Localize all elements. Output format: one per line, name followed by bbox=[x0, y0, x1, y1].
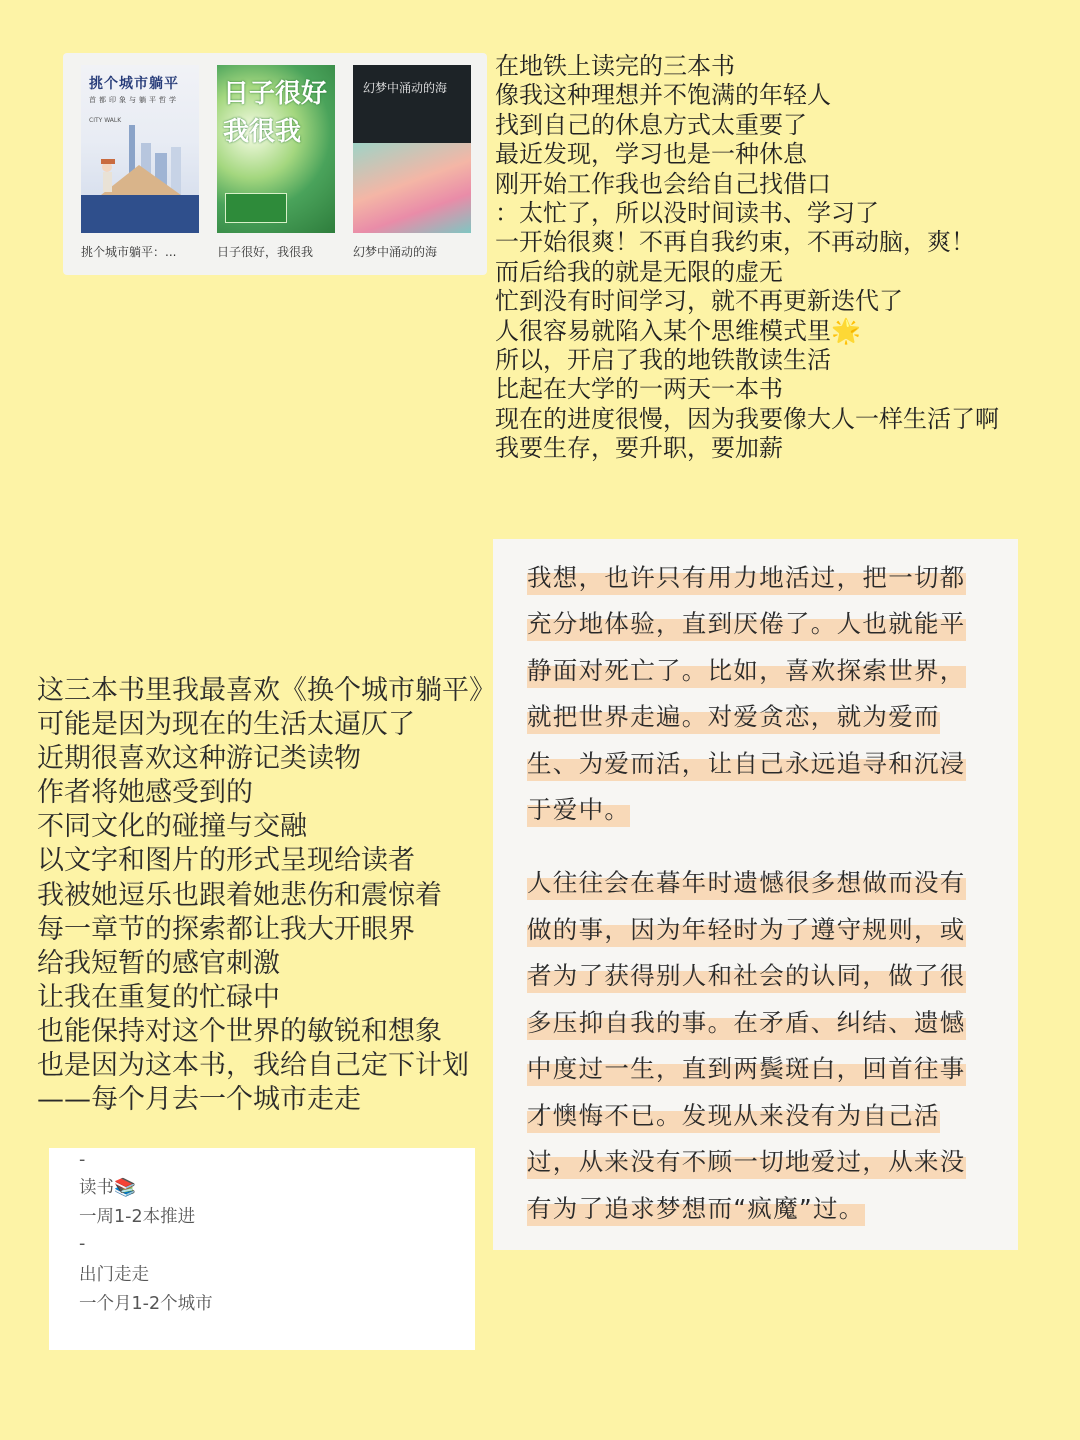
plan-reading-goal: 一周1-2本推进 bbox=[79, 1207, 196, 1227]
intro-line: ：太忙了，所以没时间读书、学习了 bbox=[495, 198, 879, 227]
intro-line: 比起在大学的一两天一本书 bbox=[495, 375, 783, 404]
intro-line: 一开始很爽！不再自我约束，不再动脑，爽！ bbox=[495, 228, 975, 257]
reflection-line: 我被她逗乐也跟着她悲伤和震惊着 bbox=[37, 879, 442, 911]
intro-line: 人很容易就陷入某个思维模式里🌟 bbox=[495, 316, 861, 345]
intro-line: 而后给我的就是无限的虚无 bbox=[495, 257, 783, 286]
book-2-caption: 日子很好，我很我 bbox=[217, 245, 314, 259]
reflection-line: 近期很喜欢这种游记类读物 bbox=[37, 743, 361, 775]
reflection-line: 作者将她感受到的 bbox=[37, 777, 253, 809]
reflection-line: 给我短暂的感官刺激 bbox=[37, 947, 280, 979]
quote-line: 生、为爱而活，让自己永远追寻和沉浸 bbox=[527, 747, 966, 781]
quote-line: 人往往会在暮年时遗憾很多想做而没有 bbox=[527, 866, 966, 900]
city-skyline-illustration bbox=[81, 125, 199, 205]
highlighted-quote-panel bbox=[493, 539, 1018, 1250]
reflection-line: 不同文化的碰撞与交融 bbox=[37, 811, 307, 843]
book-cover-1[interactable] bbox=[81, 65, 199, 233]
reflection-line: 也是因为这本书，我给自己定下计划 bbox=[37, 1050, 469, 1082]
plan-reading-heading: 读书📚 bbox=[79, 1178, 136, 1198]
plan-divider: - bbox=[79, 1150, 86, 1170]
book-3-caption: 幻梦中涌动的海 bbox=[353, 245, 438, 259]
reflection-line: 这三本书里我最喜欢《换个城市躺平》 bbox=[37, 675, 496, 706]
intro-line: 最近发现，学习也是一种休息 bbox=[495, 140, 807, 169]
intro-line: 找到自己的休息方式太重要了 bbox=[495, 110, 807, 139]
reflection-line: 每一章节的探索都让我大开眼界 bbox=[37, 913, 415, 945]
plan-travel-heading: 出门走走 bbox=[79, 1265, 149, 1285]
reflection-line: 可能是因为现在的生活太逼仄了 bbox=[37, 709, 415, 741]
book-3-cover-title: 幻梦中涌动的海 bbox=[363, 81, 448, 95]
reflection-line: ——每个月去一个城市走走 bbox=[37, 1084, 361, 1116]
plan-divider: - bbox=[79, 1234, 86, 1254]
plan-travel-goal: 一个月1-2个城市 bbox=[79, 1294, 213, 1314]
book-2-cover-title: 日子很好 我很我 bbox=[223, 79, 328, 147]
reflection-text bbox=[37, 674, 537, 1117]
intro-line: 忙到没有时间学习，就不再更新迭代了 bbox=[495, 287, 903, 316]
book-1-cover-tag: CITY WALK bbox=[89, 117, 122, 124]
reflection-line: 以文字和图片的形式呈现给读者 bbox=[37, 845, 415, 877]
reading-plan-card bbox=[49, 1148, 475, 1350]
quote-line: 充分地体验，直到厌倦了。人也就能平 bbox=[527, 607, 966, 641]
quote-line: 我想，也许只有用力地活过，把一切都 bbox=[527, 561, 966, 595]
book-1-cover-subtitle: 首都印象与躺平哲学 bbox=[89, 96, 179, 104]
intro-line: 我要生存，要升职，要加薪 bbox=[495, 434, 783, 463]
quote-line: 就把世界走遍。对爱贪恋，就为爱而 bbox=[527, 700, 940, 734]
book-2-cover-label bbox=[225, 193, 287, 223]
intro-line: 在地铁上读完的三本书 bbox=[495, 52, 735, 80]
intro-line: 像我这种理想并不饱满的年轻人 bbox=[495, 81, 831, 110]
quote-line: 有为了追求梦想而“疯魔”过。 bbox=[527, 1192, 865, 1226]
book-covers-panel bbox=[63, 53, 487, 275]
quote-line: 才懊悔不已。发现从来没有为自己活 bbox=[527, 1099, 940, 1133]
book-cover-3[interactable] bbox=[353, 65, 471, 233]
quote-line: 过，从来没有不顾一切地爱过，从来没 bbox=[527, 1145, 966, 1179]
book-3-cover-waves bbox=[353, 143, 471, 233]
intro-text bbox=[495, 52, 1055, 463]
quote-line: 静面对死亡了。比如，喜欢探索世界， bbox=[527, 654, 966, 688]
quote-line: 多压抑自我的事。在矛盾、纠结、遗憾 bbox=[527, 1006, 966, 1040]
book-1-caption: 挑个城市躺平：... bbox=[81, 245, 177, 259]
intro-line: 刚开始工作我也会给自己找借口 bbox=[495, 169, 831, 198]
intro-line: 现在的进度很慢，因为我要像大人一样生活了啊 bbox=[495, 404, 999, 433]
quote-line: 中度过一生，直到两鬓斑白，回首往事 bbox=[527, 1052, 966, 1086]
quote-line: 于爱中。 bbox=[527, 793, 630, 827]
book-1-cover-band bbox=[81, 195, 199, 233]
reflection-line: 也能保持对这个世界的敏锐和想象 bbox=[37, 1015, 442, 1047]
book-1-cover-title: 挑个城市躺平 bbox=[89, 76, 179, 92]
reflection-line: 让我在重复的忙碌中 bbox=[37, 981, 280, 1013]
quote-line: 做的事，因为年轻时为了遵守规则，或 bbox=[527, 913, 966, 947]
book-cover-2[interactable] bbox=[217, 65, 335, 233]
intro-line: 所以，开启了我的地铁散读生活 bbox=[495, 345, 831, 374]
quote-line: 者为了获得别人和社会的认同，做了很 bbox=[527, 959, 966, 993]
